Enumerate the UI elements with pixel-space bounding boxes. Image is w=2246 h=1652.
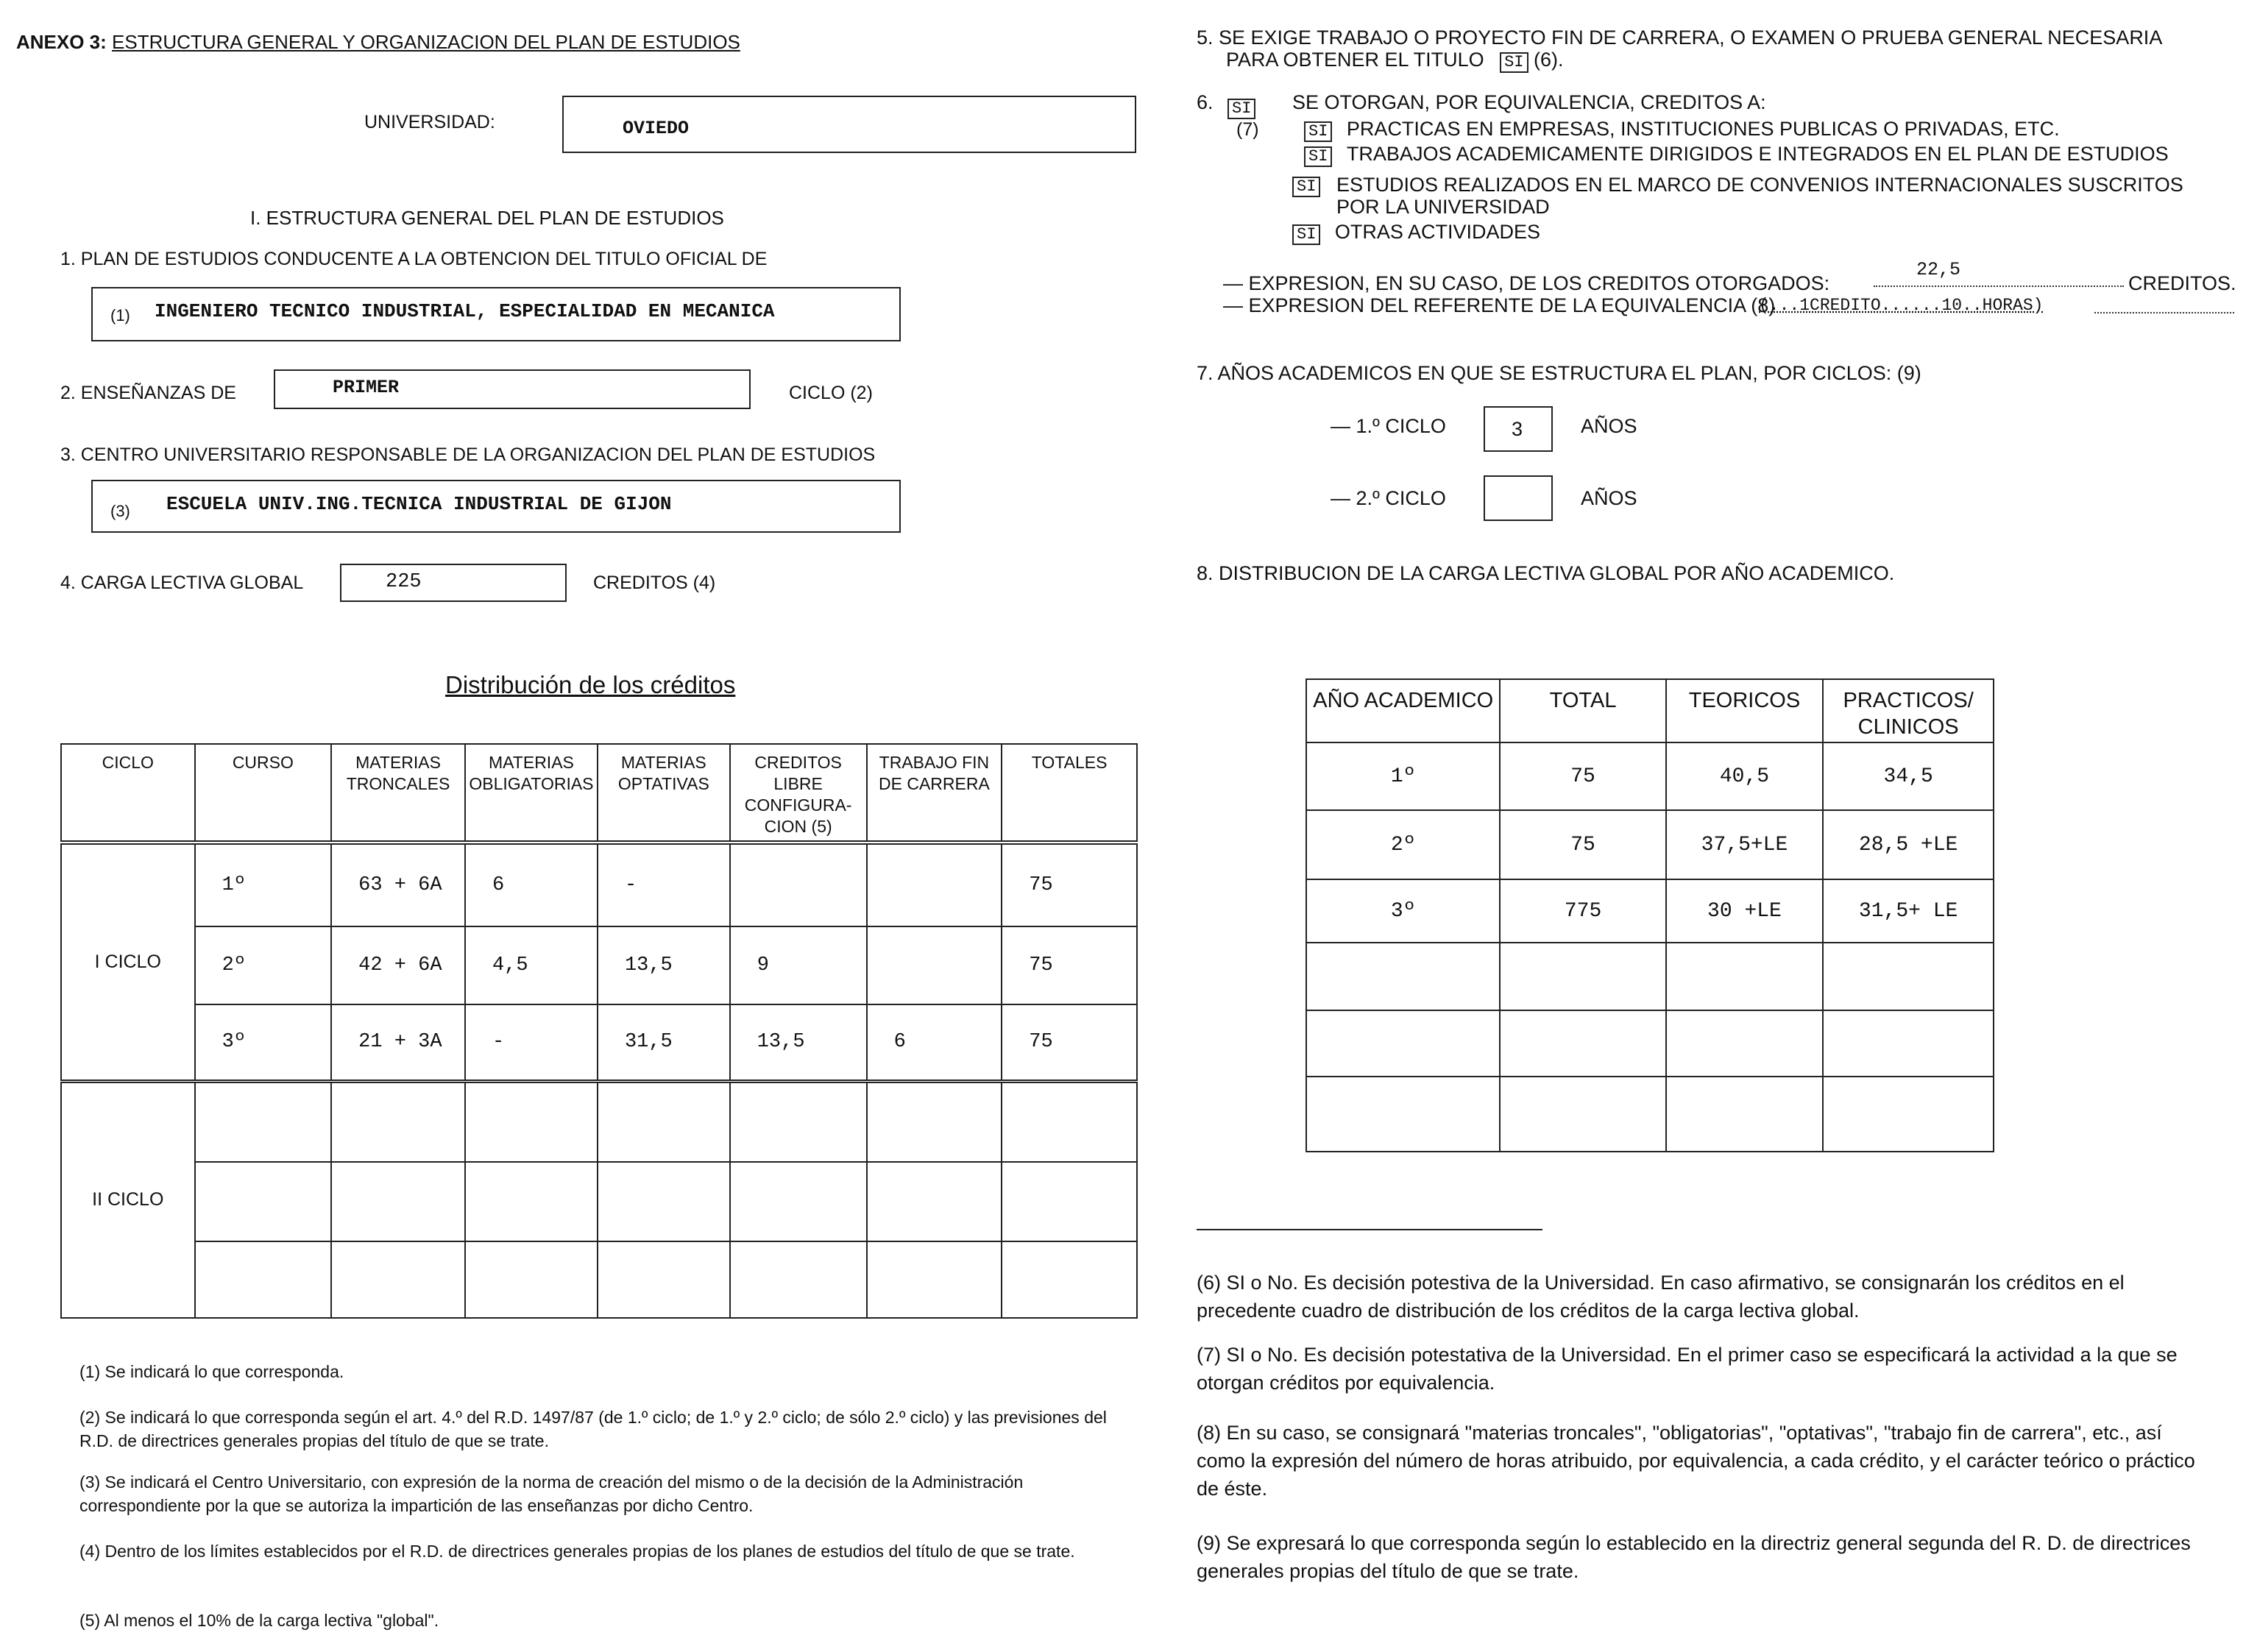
option-text: PRACTICAS EN EMPRESAS, INSTITUCIONES PUBLICAS O PRIVADAS, ETC. <box>1346 118 2060 140</box>
year-distribution-table <box>1306 678 1994 1152</box>
table-cell: 6 <box>465 843 598 926</box>
table-row <box>61 843 1137 926</box>
item4-label: 4. CARGA LECTIVA GLOBAL <box>60 572 304 593</box>
item5-line2: PARA OBTENER EL TITULO <box>1226 49 1484 71</box>
table-cell: 75 <box>1002 843 1137 926</box>
table-row <box>1306 879 1994 943</box>
item3-label: 3. CENTRO UNIVERSITARIO RESPONSABLE DE LA ORGANIZACION DEL PLAN DE ESTUDIOS <box>60 444 876 465</box>
item3-field <box>91 480 901 533</box>
table-cell <box>1500 1077 1665 1152</box>
table-cell: 4,5 <box>465 926 598 1004</box>
annex-title: ESTRUCTURA GENERAL Y ORGANIZACION DEL PLAN DE ESTUDIOS <box>112 31 740 53</box>
table-cell <box>1823 1010 1994 1077</box>
university-field <box>562 96 1136 153</box>
table-cell <box>867 843 1002 926</box>
option-mark: SI <box>1292 224 1320 245</box>
item3-ref: (3) <box>110 502 130 520</box>
distribution-title: Distribución de los créditos <box>445 671 736 698</box>
table-cell: 30 +LE <box>1666 879 1824 943</box>
table-cell <box>1823 943 1994 1010</box>
item2-field <box>274 369 751 409</box>
item1-ref: (1) <box>110 306 130 325</box>
table-row <box>1306 1010 1994 1077</box>
item7-c1-box <box>1484 406 1553 452</box>
table-cell: 21 + 3A <box>331 1004 465 1081</box>
item6-option <box>1292 174 2220 218</box>
item7-c1-value: 3 <box>1512 418 1523 440</box>
table-cell <box>1666 1077 1824 1152</box>
table-cell <box>1500 1010 1665 1077</box>
table-cell: 75 <box>1500 810 1665 879</box>
table-cell <box>1306 1077 1500 1152</box>
table-cell <box>730 843 867 926</box>
table-row <box>1306 943 1994 1010</box>
col-header: TRABAJO FIN DE CARRERA <box>867 744 1002 843</box>
item4-field <box>340 564 567 602</box>
annex-header <box>16 31 740 54</box>
table-cell: 3º <box>1306 879 1500 943</box>
table-cell: 31,5 <box>598 1004 730 1081</box>
item1-value: INGENIERO TECNICO INDUSTRIAL, ESPECIALIDAD EN MECANICA <box>155 300 775 322</box>
table-cell: - <box>598 843 730 926</box>
table-cell: 34,5 <box>1823 742 1994 810</box>
table-cell <box>1666 943 1824 1010</box>
item5-line2-wrap <box>1226 49 1564 73</box>
col-header: CICLO <box>61 744 195 843</box>
option-mark: SI <box>1292 177 1320 197</box>
section1-title: I. ESTRUCTURA GENERAL DEL PLAN DE ESTUDIOS <box>250 207 724 229</box>
table-cell <box>867 926 1002 1004</box>
item3-value: ESCUELA UNIV.ING.TECNICA INDUSTRIAL DE GIJON <box>166 493 672 515</box>
year-header-row <box>1306 679 1994 742</box>
table-cell <box>1823 1077 1994 1152</box>
table-cell: 3º <box>195 1004 332 1081</box>
item6-option <box>1292 221 1540 245</box>
item7-c2-label: — 2.º CICLO <box>1331 487 1446 509</box>
footnote-6: (6) SI o No. Es decisión potestiva de la Universidad. En caso afirmativo, se consignarán los créditos en el precedente cuadro de distribución de los créditos de la carga lectiva global. <box>1197 1272 2125 1322</box>
table-cell: 42 + 6A <box>331 926 465 1004</box>
table-cell: 13,5 <box>598 926 730 1004</box>
option-text: TRABAJOS ACADEMICAMENTE DIRIGIDOS E INTEGRADOS EN EL PLAN DE ESTUDIOS <box>1346 143 2169 165</box>
item1-field <box>91 287 901 341</box>
col-header: MATERIAS TRONCALES <box>331 744 465 843</box>
item2-value: PRIMER <box>333 377 400 398</box>
table-cell: 40,5 <box>1666 742 1824 810</box>
distribution-table <box>60 743 1138 1319</box>
item5-answer: SI <box>1500 52 1528 73</box>
item4-value: 225 <box>386 571 422 593</box>
footnote-8: (8) En su caso, se consignará "materias troncales", "obligatorias", "optativas", "trabajo fin de carrera", etc., así como la expresión del número de horas atribuido, por equivalencia, a cada crédito, y el carácter teórico o práctico de éste. <box>1197 1422 2195 1500</box>
table-row <box>1306 810 1994 879</box>
distribution-header-row <box>61 744 1137 843</box>
expr2-label: — EXPRESION DEL REFERENTE DE LA EQUIVALENCIA (8) <box>1223 294 1776 316</box>
table-cell: 13,5 <box>730 1004 867 1081</box>
table-cell: 775 <box>1500 879 1665 943</box>
col-header: AÑO ACADEMICO <box>1306 679 1500 742</box>
expr1-value: 22,5 <box>1916 259 1961 280</box>
table-cell: 28,5 +LE <box>1823 810 1994 879</box>
item6-ref: (7) <box>1236 119 1259 140</box>
option-text: OTRAS ACTIVIDADES <box>1334 221 1540 243</box>
footnote-5: (5) Al menos el 10% de la carga lectiva "global". <box>79 1611 439 1630</box>
item4-suffix: CREDITOS (4) <box>593 572 716 593</box>
item7-c1-label: — 1.º CICLO <box>1331 415 1446 437</box>
table-row <box>61 1162 1137 1241</box>
item1-label: 1. PLAN DE ESTUDIOS CONDUCENTE A LA OBTENCION DEL TITULO OFICIAL DE <box>60 249 768 269</box>
expr2-dots <box>2094 312 2234 313</box>
table-cell <box>1500 943 1665 1010</box>
col-header: MATERIAS OPTATIVAS <box>598 744 730 843</box>
annex-prefix: ANEXO 3: <box>16 31 107 53</box>
ciclo2-cell: II CICLO <box>61 1081 195 1318</box>
table-cell: 9 <box>730 926 867 1004</box>
expr1-dots <box>1874 286 2124 287</box>
table-cell: 31,5+ LE <box>1823 879 1994 943</box>
footnote-2: (2) Se indicará lo que corresponda según el art. 4.º del R.D. 1497/87 (de 1.º ciclo; de 1.º y 2.º ciclo; de sólo 2.º ciclo) y las previsiones del R.D. de directrices generales propias del título de que se trate. <box>79 1408 1107 1450</box>
table-cell: 1º <box>195 843 332 926</box>
item5-line1: 5. SE EXIGE TRABAJO O PROYECTO FIN DE CARRERA, O EXAMEN O PRUEBA GENERAL NECESARIA <box>1197 26 2163 49</box>
table-cell: 75 <box>1002 926 1137 1004</box>
table-cell: 75 <box>1500 742 1665 810</box>
table-cell: 75 <box>1002 1004 1137 1081</box>
col-header: CREDITOS LIBRE CONFIGURA- CION (5) <box>730 744 867 843</box>
table-cell: 2º <box>1306 810 1500 879</box>
item6-option <box>1304 143 2169 167</box>
item8-label: 8. DISTRIBUCION DE LA CARGA LECTIVA GLOBAL POR AÑO ACADEMICO. <box>1197 562 1895 584</box>
item7-c2-unit: AÑOS <box>1581 487 1637 509</box>
table-row <box>61 1241 1137 1318</box>
item2-label: 2. ENSEÑANZAS DE <box>60 383 236 403</box>
table-row <box>61 1081 1137 1162</box>
table-cell <box>1666 1010 1824 1077</box>
expr2-value: (...1CREDITO......10..HORAS) <box>1759 296 2044 315</box>
table-row <box>1306 1077 1994 1152</box>
table-cell: 2º <box>195 926 332 1004</box>
university-value: OVIEDO <box>623 118 690 139</box>
table-row <box>61 1004 1137 1081</box>
table-cell: 63 + 6A <box>331 843 465 926</box>
item6-num: 6. <box>1197 91 1214 113</box>
col-header: MATERIAS OBLIGATORIAS <box>465 744 598 843</box>
table-cell: - <box>465 1004 598 1081</box>
expr1-unit: CREDITOS. <box>2128 272 2236 294</box>
item5-ref: (6). <box>1534 49 1564 71</box>
footnote-3: (3) Se indicará el Centro Universitario, con expresión de la norma de creación del mismo o de la decisión de la Administración correspondiente por la que se autoriza la impartición de las enseñanzas por dicho Centro. <box>79 1472 1024 1515</box>
item6-option <box>1304 118 2060 142</box>
footnote-9: (9) Se expresará lo que corresponda según lo establecido en la directriz general segunda del R. D. de directrices generales propias del título de que se trate. <box>1197 1532 2191 1582</box>
table-cell <box>1306 943 1500 1010</box>
item7-label: 7. AÑOS ACADEMICOS EN QUE SE ESTRUCTURA EL PLAN, POR CICLOS: (9) <box>1197 362 1921 384</box>
option-mark: SI <box>1304 121 1332 142</box>
footnote-separator <box>1197 1229 1542 1230</box>
ciclo1-cell: I CICLO <box>61 843 195 1081</box>
expr1-label: — EXPRESION, EN SU CASO, DE LOS CREDITOS OTORGADOS: <box>1223 272 1830 294</box>
footnote-4: (4) Dentro de los límites establecidos por el R.D. de directrices generales propias de los planes de estudios del título de que se trate. <box>79 1542 1075 1561</box>
footnote-1: (1) Se indicará lo que corresponda. <box>79 1362 344 1381</box>
table-cell <box>1306 1010 1500 1077</box>
table-cell: 6 <box>867 1004 1002 1081</box>
col-header: TOTALES <box>1002 744 1137 843</box>
col-header: TEORICOS <box>1666 679 1824 742</box>
col-header: TOTAL <box>1500 679 1665 742</box>
university-label: UNIVERSIDAD: <box>364 112 495 132</box>
table-row <box>1306 742 1994 810</box>
item2-suffix: CICLO (2) <box>789 383 873 403</box>
col-header: CURSO <box>195 744 332 843</box>
table-cell: 37,5+LE <box>1666 810 1824 879</box>
option-mark: SI <box>1304 146 1332 167</box>
option-text: ESTUDIOS REALIZADOS EN EL MARCO DE CONVENIOS INTERNACIONALES SUSCRITOS POR LA UNIVERSIDAD <box>1336 174 2183 218</box>
col-header: PRACTICOS/ CLINICOS <box>1823 679 1994 742</box>
footnote-7: (7) SI o No. Es decisión potestativa de la Universidad. En el primer caso se especificará la actividad a la que se otorgan créditos por equivalencia. <box>1197 1344 2178 1394</box>
item7-c1-unit: AÑOS <box>1581 415 1637 437</box>
table-cell: 1º <box>1306 742 1500 810</box>
item6-label: SE OTORGAN, POR EQUIVALENCIA, CREDITOS A: <box>1292 91 1766 113</box>
item6-answer: SI <box>1227 99 1255 119</box>
table-row <box>61 926 1137 1004</box>
item7-c2-box <box>1484 475 1553 521</box>
